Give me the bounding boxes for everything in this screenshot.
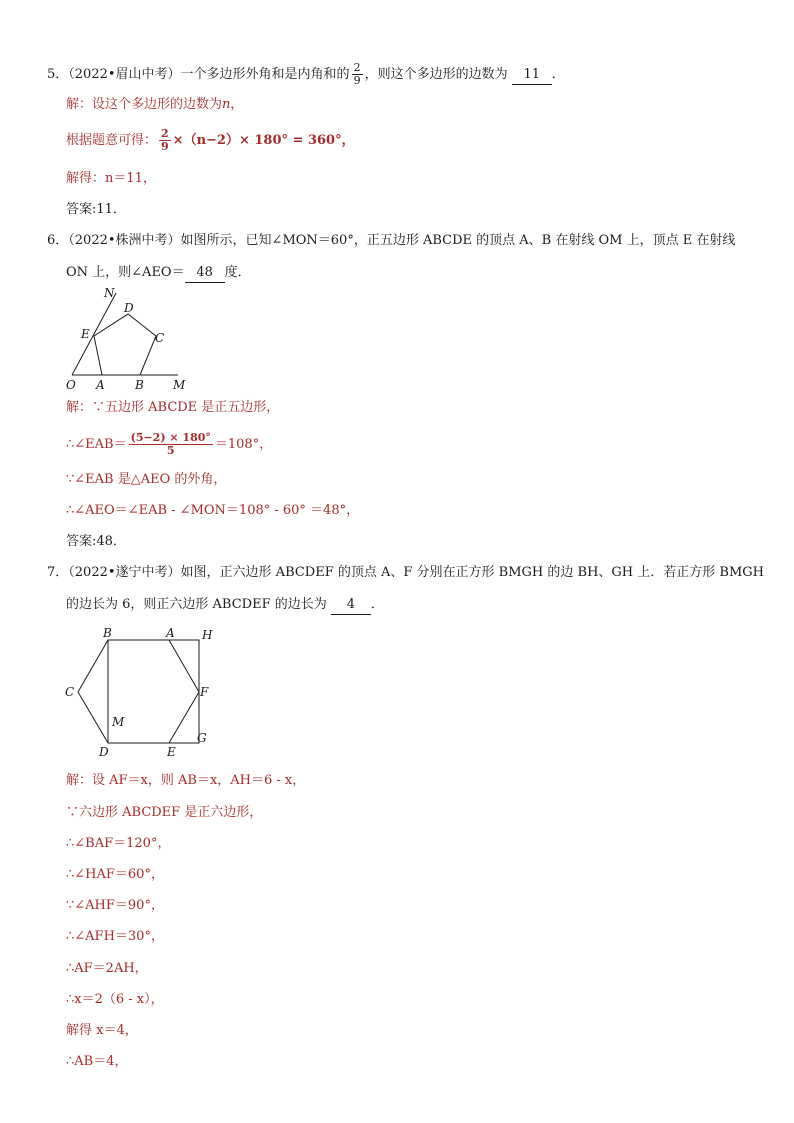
q5-answer-blank: 11 [512,66,552,85]
q5-stem-text-b: ，则这个多边形的边数为 [364,67,508,82]
q5-stem-fraction: $\frac{2}{9}$ [353,61,361,87]
q7-stem-line-2: 的边长为 6，则正六边形 ABCDEF 的边长为 4 ． [66,596,384,615]
q6-answer: 答案:48． [66,534,126,549]
q5-answer: 答案:11． [66,202,126,217]
q7-solution-line-1: 解：设 AF＝x，则 AB＝x，AH＝6 - x， [66,773,306,788]
label-g: G [197,731,207,745]
q5-solution-line-2: 根据题意可得： $\frac{2}{9}$ ×（n−2）× 180° = 360°， [66,127,355,153]
q7-solution-line-3: ∴∠BAF＝120°， [66,836,171,851]
q6-solution-line-4: ∴∠AEO＝∠EAB - ∠MON＝108° - 60° ＝48°， [66,503,360,518]
q7-stem-line-1: 7．（2022•遂宁中考）如图，正六边形 ABCDEF 的顶点 A、F 分别在正方形 BMGH 的边 BH、GH 上．若正方形 BMGH [47,565,764,580]
q5-stem: 5．（2022•眉山中考）一个多边形外角和是内角和的 $\frac{2}{9}$ ，则这个多边形的边数为 11 ． [47,61,565,87]
q7-solution-line-2: ∵六边形 ABCDEF 是正六边形， [66,805,263,820]
q7-solution-line-9: 解得 x＝4， [66,1023,138,1038]
q6-solution-line-2: ∴∠EAB＝ $\frac{(5-2) \times 180^\circ}{5}$ ＝108°， [66,431,273,457]
q7-number: 7． [47,565,69,580]
q5-solution-fraction: $\frac{2}{9}$ [161,127,169,153]
label-a: A [166,626,175,640]
q5-solution-line-3: 解得：n＝11， [66,171,156,186]
q5-solution-line-1: 解：设这个多边形的边数为n， [66,97,244,112]
label-f: F [200,685,209,699]
q5-number: 5． [47,67,69,82]
q6-solution-line-1: 解：∵五边形 ABCDE 是正五边形， [66,400,280,415]
q6-solution-fraction: $\frac{(5-2) \times 180^\circ}{5}$ [130,431,211,457]
q7-solution-line-8: ∴x＝2（6 - x）， [66,992,164,1007]
label-n: N [104,286,115,300]
q7-solution-line-7: ∴AF＝2AH， [66,961,148,976]
hexagon-abcdef [78,640,199,743]
label-d: D [99,745,109,759]
q7-solution-line-4: ∴∠HAF＝60°， [66,867,164,882]
q6-source: （2022•株洲中考） [68,233,181,248]
q7-solution-line-5: ∵∠AHF＝90°， [66,898,164,913]
q6-stem-line-1: 6．（2022•株洲中考）如图所示，已知∠MON＝60°，正五边形 ABCDE 的顶点 A、B 在射线 OM 上，顶点 E 在射线 [47,233,736,248]
q5-stem-text-a: 一个多边形外角和是内角和的 [180,67,350,82]
q6-answer-blank: 48 [185,264,225,283]
label-d: D [124,301,134,315]
q7-figure-hexagon-square [60,624,220,760]
q6-number: 6． [47,233,69,248]
q6-figure-pentagon [60,283,200,393]
ray-on [72,293,116,375]
label-h: H [202,628,213,642]
label-b: B [103,626,112,640]
label-e: E [167,745,176,759]
label-a: A [96,378,105,392]
q6-stem-line-2: ON 上，则∠AEO＝ 48 度． [66,264,251,283]
pentagon-abcde [94,314,156,375]
label-e: E [81,327,90,341]
label-c: C [65,685,75,699]
label-m: M [173,378,186,392]
label-c: C [155,331,165,345]
q7-solution-line-6: ∴∠AFH＝30°， [66,929,164,944]
label-o: O [66,378,76,392]
q6-solution-line-3: ∵∠EAB 是△AEO 的外角， [66,472,227,487]
q5-source: （2022•眉山中考） [68,67,181,82]
q7-answer-blank: 4 [331,596,371,615]
q7-source: （2022•遂宁中考） [68,565,181,580]
q7-solution-line-10: ∴AB＝4， [66,1054,128,1069]
label-m: M [112,715,125,729]
label-b: B [135,378,144,392]
